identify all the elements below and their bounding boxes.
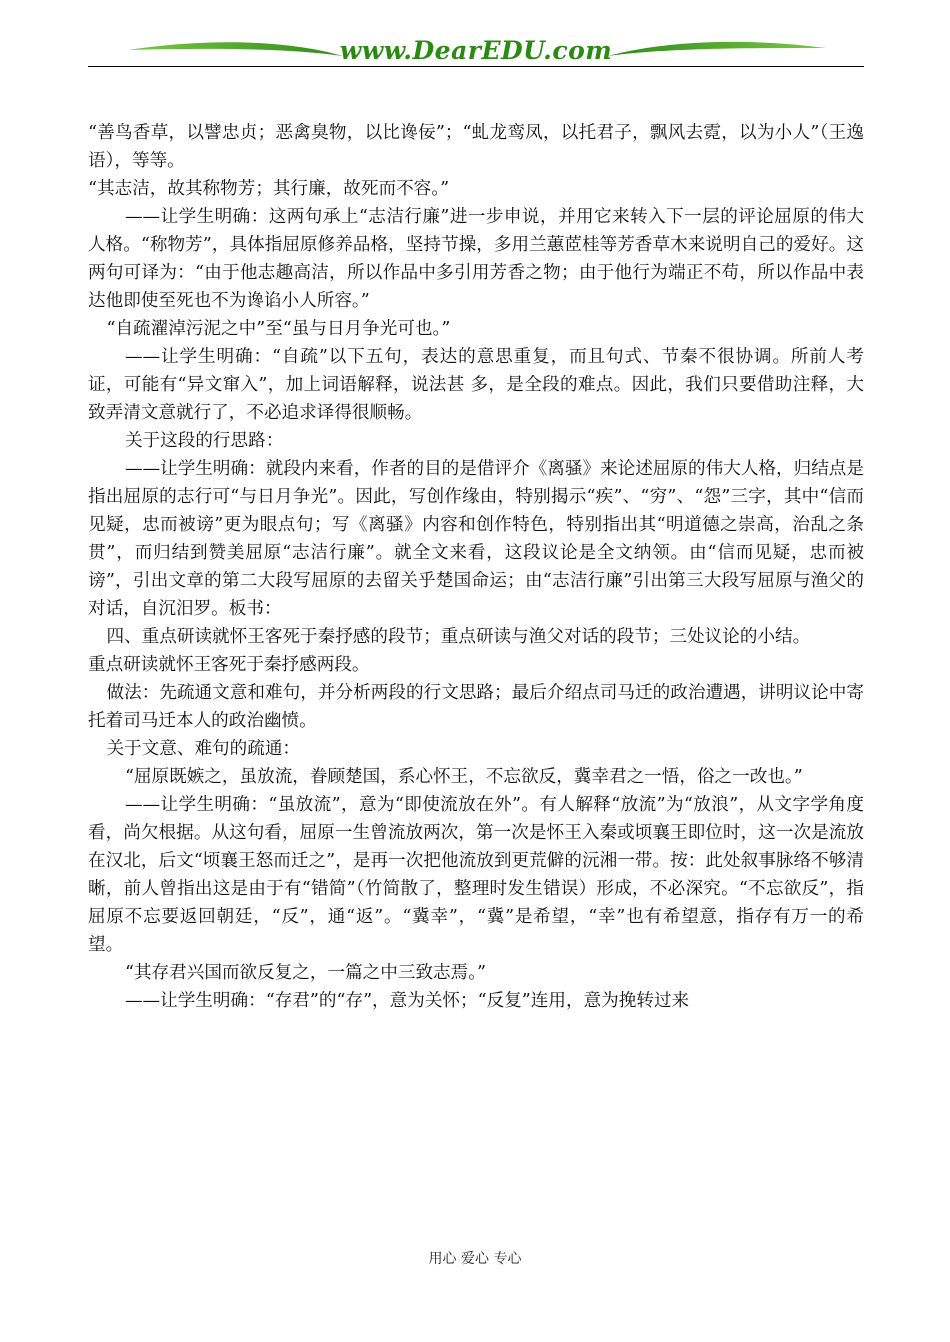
paragraph: 四、重点研读就怀王客死于秦抒感的段节；重点研读与渔父对话的段节；三处议论的小结。 bbox=[106, 627, 811, 647]
site-logo[interactable]: www.DearEDU.com bbox=[339, 36, 613, 65]
page-footer: 用心 爱心 专心 bbox=[428, 1251, 522, 1267]
paragraph: ——让学生明确：“虽放流”，意为“即使流放在外”。有人解释“放流”为“放浪”，从文字学角度看，尚欠根据。从这句看，屈原一生曾流放两次，第一次是怀王入秦或顷襄王即位时，这一次是流放在汉北，后文“顷襄王怒而迁之”，是再一次把他流放到更荒僻的沅湘一带。按：此处叙事脉络不够清晰，前人曾指出这是由于有“错简”（竹简散了，整理时发生错误）形成，不必深究。“不忘欲反”，指屈原不忘要返回朝廷，“反”，通“返”。“冀幸”，“冀”是希望，“幸”也有希望意，指存有万一的希望。 bbox=[88, 795, 864, 955]
document-body bbox=[88, 119, 864, 1015]
paragraph: ——让学生明确：就段内来看，作者的目的是借评介《离骚》来论述屈原的伟大人格，归结点是指出屈原的志行可“与日月争光”。因此，写创作缘由，特别揭示“疾”、“穷”、“怨”三字，其中“信而见疑，忠而被谤”更为眼点句；写《离骚》内容和创作特色，特别指出其“明道德之崇高，治乱之条贯”，而归结到赞美屈原“志洁行廉”。就全文来看，这段议论是全文纳领。由“信而见疑，忠而被谤”，引出文章的第二大段写屈原的去留关乎楚国命运；由“志洁行廉”引出第三大段写屈原与渔父的对话，自沉汨罗。板书： bbox=[88, 459, 864, 619]
paragraph: “自疏濯淖污泥之中”至“虽与日月争光可也。” bbox=[106, 319, 451, 339]
paragraph: “屈原既嫉之，虽放流，眷顾楚国，系心怀王，不忘欲反，冀幸君之一悟，俗之一改也。” bbox=[124, 767, 803, 787]
paragraph: 关于这段的行思路： bbox=[124, 431, 284, 451]
site-header bbox=[88, 34, 864, 74]
paragraph: 做法：先疏通文意和难句，并分析两段的行文思路；最后介绍点司马迁的政治遭遇，讲明议论中寄托着司马迁本人的政治幽愤。 bbox=[88, 683, 864, 731]
paragraph: “善鸟香草，以譬忠贞；恶禽臭物，以比谗佞”；“虬龙鸾凤，以托君子，飘风去霓，以为小人”（王逸语），等等。 bbox=[88, 123, 864, 171]
paragraph: 重点研读就怀王客死于秦抒感两段。 bbox=[88, 655, 370, 675]
paragraph: “其存君兴国而欲反复之，一篇之中三致志焉。” bbox=[124, 963, 487, 983]
paragraph: ——让学生明确：“存君”的“存”，意为关怀；“反复”连用，意为挽转过来 bbox=[124, 991, 690, 1011]
paragraph: ——让学生明确：这两句承上“志洁行廉”进一步申说，并用它来转入下一层的评论屈原的伟大人格。“称物芳”，具体指屈原修养品格，坚持节操，多用兰蕙茝桂等芳香草木来说明自己的爱好。这两句可译为：“由于他志趣高洁，所以作品中多引用芳香之物；由于他行为端正不苟，所以作品中表达他即使至死也不为谗谄小人所容。” bbox=[88, 207, 864, 311]
paragraph: 关于文意、难句的疏通： bbox=[106, 739, 301, 759]
paragraph: “其志洁，故其称物芳；其行廉，故死而不容。” bbox=[88, 179, 450, 199]
header-divider bbox=[88, 66, 864, 67]
paragraph: ——让学生明确：“自疏”以下五句，表达的意思重复，而且句式、节秦不很协调。所前人考证，可能有“异文窜入”，加上词语解释，说法甚 多，是全段的难点。因此，我们只要借助注释，大致弄清文意就行了，不必追求译得很顺畅。 bbox=[88, 347, 864, 423]
